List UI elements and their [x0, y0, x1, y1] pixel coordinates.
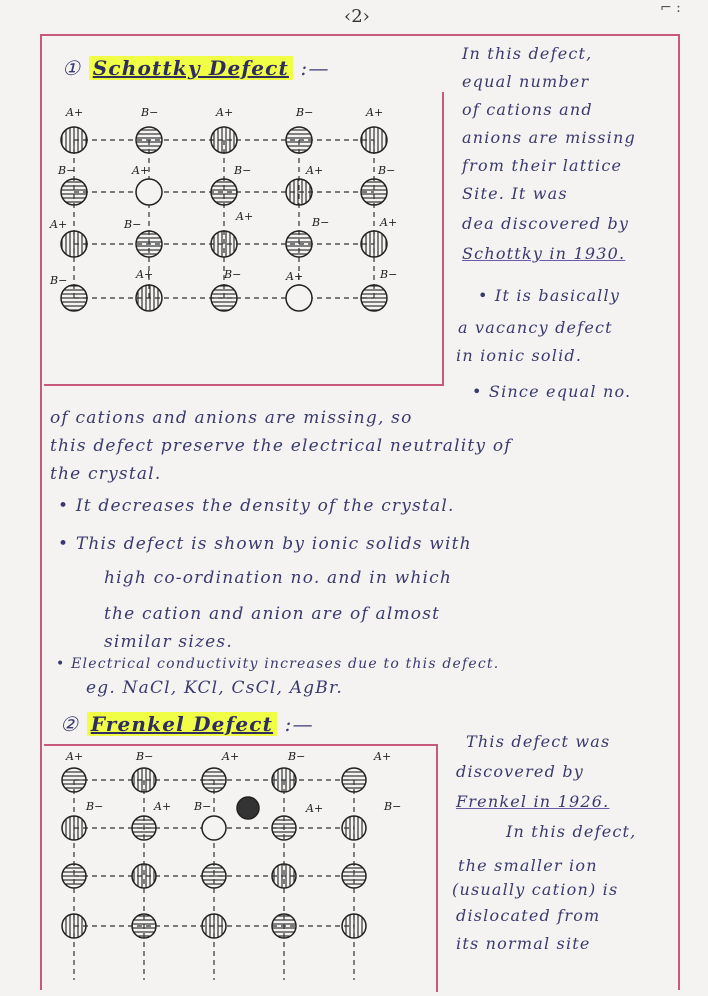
schottky-ions [61, 127, 387, 311]
frenkel-side-line: discovered by [456, 762, 584, 781]
page-number: ‹2› [344, 6, 370, 27]
ion-label: B− [141, 106, 159, 119]
ion-label: A+ [366, 106, 384, 119]
ion-label: A+ [306, 164, 324, 177]
schottky-body-line: high co-ordination no. and in which [104, 568, 452, 588]
ion-label: B− [224, 268, 242, 281]
frenkel-lattice-figure [44, 744, 438, 992]
frenkel-title: Frenkel Defect [87, 712, 277, 736]
ion-label: B− [136, 750, 154, 763]
ion-label: A+ [154, 800, 172, 813]
schottky-body-line: the crystal. [50, 464, 162, 484]
frenkel-side-line: In this defect, [506, 822, 637, 841]
schottky-body-line: this defect preserve the electrical neutrality of [50, 436, 512, 456]
frenkel-number: ② [60, 712, 80, 736]
ion-label: A+ [50, 218, 68, 231]
ion-label: B− [194, 800, 212, 813]
schottky-side-line: In this defect, [462, 44, 593, 63]
page-frame-top [40, 34, 680, 36]
ion-label: B− [86, 800, 104, 813]
frenkel-heading [60, 712, 314, 736]
schottky-side-line: Schottky in 1930. [462, 244, 626, 263]
schottky-side-line: of cations and [462, 100, 593, 119]
ion-label: A+ [136, 268, 154, 281]
page-frame-left [40, 34, 42, 990]
ion-label: B− [58, 164, 76, 177]
schottky-side-line: anions are missing [462, 128, 636, 147]
frenkel-side-line: This defect was [466, 732, 611, 751]
schottky-lattice-figure [44, 92, 444, 386]
ion-label: B− [124, 218, 142, 231]
ion-label: A+ [374, 750, 392, 763]
frenkel-side-line: Frenkel in 1926. [456, 792, 610, 811]
ion-label: A+ [66, 750, 84, 763]
schottky-suffix: :— [300, 56, 330, 80]
frenkel-side-line: the smaller ion [458, 856, 598, 875]
ion-label: A+ [236, 210, 254, 223]
schottky-body-line: • It decreases the density of the crystal. [58, 496, 455, 516]
schottky-body-line: of cations and anions are missing, so [50, 408, 413, 428]
ion-label: A+ [216, 106, 234, 119]
ion-label: A+ [286, 270, 304, 283]
ion-label: B− [296, 106, 314, 119]
frenkel-side-line: (usually cation) is [452, 880, 619, 899]
ion-label: A+ [306, 802, 324, 815]
frenkel-side-line: its normal site [456, 934, 591, 953]
schottky-examples: eg. NaCl, KCl, CsCl, AgBr. [86, 678, 344, 698]
ion-label: B− [50, 274, 68, 287]
ion-label: B− [378, 164, 396, 177]
schottky-number: ① [62, 56, 82, 80]
schottky-heading [62, 56, 330, 80]
ion-label: B− [380, 268, 398, 281]
page-corner-mark: ⌐ : [660, 0, 681, 16]
page-frame-right [678, 34, 680, 990]
ion-label: A+ [380, 216, 398, 229]
ion-label: B− [288, 750, 306, 763]
schottky-side-line: dea discovered by [462, 214, 630, 233]
schottky-side-line: • It is basically [478, 286, 621, 305]
schottky-body-line: similar sizes. [104, 632, 233, 652]
schottky-body-line: • This defect is shown by ionic solids with [58, 534, 472, 554]
schottky-side-line: in ionic solid. [456, 346, 583, 365]
schottky-side-line: equal number [462, 72, 590, 91]
frenkel-suffix: :— [284, 712, 314, 736]
ion-label: A+ [132, 164, 150, 177]
schottky-side-line: a vacancy defect [458, 318, 613, 337]
schottky-body-line: the cation and anion are of almost [104, 604, 441, 624]
schottky-side-line: from their lattice [462, 156, 623, 175]
schottky-title: Schottky Defect [89, 56, 293, 80]
schottky-lattice-svg [44, 92, 442, 384]
ion-label: A+ [222, 750, 240, 763]
schottky-side-line: • Since equal no. [472, 382, 632, 401]
ion-label: B− [234, 164, 252, 177]
ion-label: B− [384, 800, 402, 813]
schottky-body-line: • Electrical conductivity increases due to this defect. [56, 656, 500, 672]
ion-label: A+ [66, 106, 84, 119]
frenkel-lattice-svg [44, 746, 436, 992]
ion-label: B− [312, 216, 330, 229]
schottky-side-line: Site. It was [462, 184, 568, 203]
frenkel-side-line: dislocated from [456, 906, 601, 925]
